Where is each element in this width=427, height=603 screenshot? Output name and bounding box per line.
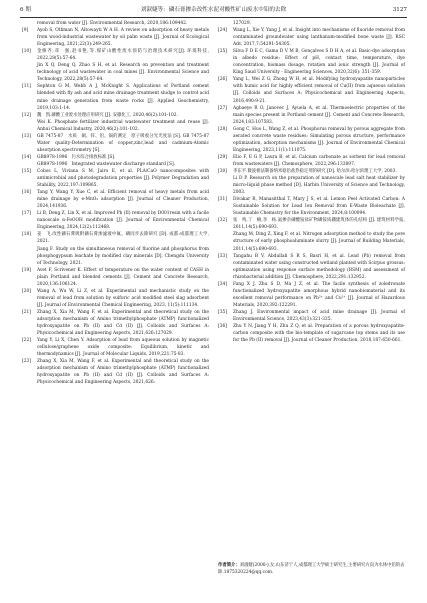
- reference-text: Agbaeye R O, Janovec J, Ayuela A, et al. Thermoelectric properties of the main species present in Portland cement [J]. Cement and Concrete Research, 2024,183:107583.: [233, 105, 405, 125]
- reference-number: [21]: [22, 309, 31, 315]
- reference-entry: [22, 288, 209, 309]
- reference-entry: [22, 62, 209, 83]
- reference-number: [29]: [218, 154, 227, 160]
- reference-text: Wang L, Xie Y, Yang J, et al. Insight into mechanisms of fluoride removal from contaminated groundwater using lanthanum-modified bone waste [J]. RSC Adv, 2017,7:54291-54305.: [233, 28, 405, 48]
- reference-text: Tang Y, Wang Y, Xue C, et al. Efficient removal of heavy metals from acid mine drainage by e-MnO₂ adsorption [J]. Journal of Cleaner Production, 2024,141936.: [37, 190, 209, 210]
- reference-number: [10]: [22, 49, 31, 55]
- reference-text: Jiang F. Study on the simultaneous removal of fluorine and phosphorus from phosphogypsum leachate by modified clay minerals [D]. Chengdu University of Technology, 2021.: [37, 246, 209, 266]
- reference-entry: [218, 217, 405, 231]
- reference-number: [17]: [22, 211, 31, 217]
- reference-text: Jin X Q, Deng Q, Zhao S H, et al. Research on prevention and treatment technology of acid wastewater in coal mines [J]. Environmental Science and Technology, 2022,28(5):57-64.: [37, 63, 209, 83]
- reference-text: Zhu Y N, Jiang Y H, Zhu Z Q, et al. Preparation of a porous hydroxyapatite-carbon composite with the bio-template of sugarcane top stems and its use for the Pb (II) removal [J]. Journal of Cleaner Production, 2018,187:650-661.: [233, 324, 405, 344]
- reference-number: [22]: [22, 338, 31, 344]
- page-header: [20, 4, 407, 16]
- reference-text: Li D P. Research on the preparation of nanoscale lead salt heat stabilizer by micro-liquid phase method [D]. Harbin University of Science and Technology, 2003.: [233, 176, 405, 196]
- reference-entry: [218, 48, 405, 76]
- reference-entry: [22, 119, 209, 133]
- reference-number: [11]: [22, 84, 31, 90]
- reference-text: 张 鸣,丁 楠,李 杨.氮掺杂磷酸铵盐矿物磷铵质硼建筑体的孔结构 [J]. 建筑材料学报, 2011,14(5):690-693.: [233, 218, 405, 231]
- reference-number: [32]: [218, 218, 227, 224]
- reference-number: [34]: [218, 281, 227, 287]
- reference-text: removal from water [J]. Environmental Research, 2020,186:109442.: [37, 21, 188, 26]
- running-title: 刘淑婕等：磷石膏掺杂改性水泥对酸性矿山废水中铅的去除: [140, 7, 287, 13]
- reference-entry: [22, 161, 209, 168]
- reference-entry: [218, 76, 405, 104]
- reference-entry: [22, 133, 214, 154]
- reference-text: Wang A, Wu W, Li Z, et al. Experimental and mechanistic study on the removal of lead from solution by sulfuric acid modified steel slag adsorbent [J]. Journal of Environmental Chemical Engineering, 2023, 11(5):111134.: [37, 288, 209, 308]
- reference-number: [9]: [22, 28, 29, 34]
- left-column-references: [22, 20, 214, 386]
- reference-number: [26]: [218, 77, 227, 83]
- right-column-references: [218, 20, 405, 344]
- reference-text: Divakar R, Manasitthal T, Mary J S, et al. Lemon Peel Activated Carbon: A Sustainable Solution for Lead Ion Removal from E-Waste Bioleachate [J]. Sustainable Chemistry for the Environment, 2024,8:100094.: [233, 197, 405, 217]
- reference-entry: [22, 231, 209, 245]
- reference-text: GB8978-1996 污水综合排放标准 [S].: [37, 154, 116, 160]
- reference-entry: [218, 231, 405, 252]
- reference-number: [27]: [218, 105, 227, 111]
- reference-text: 魏 凯.磷酸工业废水处理应用研究 [J]. 安徽化工, 2020,46(2):101-102.: [37, 112, 178, 118]
- reference-entry: [218, 323, 405, 344]
- page-number: 3127: [392, 7, 407, 13]
- reference-entry: [22, 210, 209, 231]
- reference-entry: [22, 27, 209, 48]
- reference-number: [16]: [22, 190, 31, 196]
- reference-entry: [218, 27, 405, 48]
- reference-text: Li B, Deng Z, Lin X, et al. Improved Pb (II) removal by D001resin with a facile nanoscale α-FeOOH modification [J]. Journal of Environmental Chemical Engineering, 2024,12(2):112468.: [37, 211, 209, 231]
- reference-entry: [218, 281, 405, 309]
- reference-number: [36]: [218, 324, 227, 330]
- reference-text: 李东平.微波相法制备纳米稳铅盐热稳定剂的研究 [D]. 哈尔滨:哈尔滨理工大学, 2003.: [233, 168, 397, 174]
- reference-number: [35]: [218, 309, 227, 315]
- reference-text: Fang X J, Zhu S D, Ma J Z, et al. The facile synthesis of zoledronate functionalized hydroxyapatite amorphous hybrid nanobiomaterial and its excellent removal performance on Pb²⁺ and Cu²⁺ [J]. Journal of Hazardous Materials, 2020,392:122291.: [233, 281, 405, 308]
- reference-entry: [22, 48, 209, 62]
- reference-entry: [22, 154, 209, 161]
- reference-text: 127029.: [233, 21, 251, 26]
- reference-text: Cobos L, Viviana S M, Jairo E, et al. PLA/CaO nanocomposites with antimicrobial and photodegradation properties [J]. Polymer Degradation and Stability, 2022,197:109865.: [37, 168, 209, 189]
- reference-entry: [218, 105, 405, 126]
- reference-entry: [22, 358, 209, 386]
- reference-text: Ayob S, Othman N, Altowayti W A H. A review on adsorption of heavy metals from wood-industrial wastewater by oil palm waste [J]. Journal of Ecological Engineering, 2021,22(3):249-265.: [37, 28, 209, 48]
- reference-entry: [22, 83, 209, 111]
- reference-text: 姜 飞.改性磷石膏吸附磷石膏渗滤液中氟、磷同步去除研究 [D]. 成都:成都理工大学, 2021.: [37, 232, 209, 245]
- reference-number: [30]: [218, 168, 227, 174]
- reference-entry: [218, 126, 405, 154]
- reference-text: Zhang M, Ding Z, Xing F, et al. Nitrogen adsorption method to study the pore structure of early phosphoaluminate slurry [J]. Journal of Building Materials, 2011,14(5):690-693.: [233, 232, 405, 252]
- reference-entry: [218, 168, 405, 175]
- reference-number: [20]: [22, 288, 31, 294]
- reference-number: [13]: [22, 133, 31, 139]
- reference-text: Sephton G M, Webb A J, McKnight S. Applications of Portland cement blended with fly ash and acid mine drainage treatment sludge to control acid mine drainage generation from waste rocks [J]. Applied Geochemistry, 2019,103:1-14.: [37, 84, 209, 111]
- reference-text: Tangahu B V, Abdullah S R S, Basri H, et al. Lead (Pb) removal from contaminated water using constructed wetland planted with Scirpus grossus: optimization using response surface methodology (RSM) and assessment of rhizobacterial addition [J]. Chemosphere, 2022,291:132952.: [233, 253, 405, 280]
- reference-entry: [218, 196, 405, 217]
- author-bio-label: 作者简介：: [218, 563, 240, 568]
- reference-number: [19]: [22, 267, 31, 273]
- reference-text: Gong C, Huo L, Wang Z, et al. Phosphorus removal by porous aggregate from aerated concrete waste residues: Simulating porous structure, performance optimization, adsorption mechanisms [J]. Journal of Environmental Chemical Engineering, 2023,11(1):111075.: [233, 126, 405, 153]
- reference-entry: [22, 309, 209, 337]
- reference-number: [31]: [218, 197, 227, 203]
- reference-text: Zhang X, Xia M, Wang F, et al. Experimental and theoretical study on the adsorption mechanism of Amino trimethylphosphate (ATMP) functionalized hydroxyapatite on Pb (II) and Cd (II) [J]. Colloids and Surfaces A: Physicochemical and Engineering Aspects, 2021,626:: [37, 359, 209, 386]
- reference-entry: [22, 20, 209, 27]
- reference-text: Yang L, Wei Z G, Zhong W H, et al. Modifying hydroxyapatite nanoparticles with humic acid for highly efficient removal of Cu(II) from aqueous solution [J]. Colloids and Surfaces A: Physicochemical and Engineering Aspects, 2016,490:9-21.: [233, 77, 405, 104]
- reference-entry: [22, 189, 209, 210]
- reference-text: GB8978-1996 Integrated wastewater discharge standard [S].: [37, 161, 176, 167]
- reference-number: [24]: [218, 28, 227, 34]
- reference-entry: [218, 253, 405, 281]
- reference-text: Yang Y, Li X, Chen Y. Adsorption of lead from aqueous solution by magnetic cellulose/graphene oxide composite: Equilibrium, kinetic and thermodynamics [J]. Journal of Molecular Liquids, 2019,221:75-83.: [37, 338, 209, 358]
- reference-number: [18]: [22, 232, 31, 238]
- reference-text: 金修齐,邓 强,赵书艳,等.煤矿山酸性废水预防与治理技术研究[J]. 环境科技, 2022,28(5):57-64.: [37, 49, 209, 62]
- reference-text: Avet F, Scrivener K. Effect of temperature on the water content of CASH in plain Portland and blended cements [J]. Cement and Concrete Research, 2020,136:106124.: [37, 267, 209, 287]
- reference-entry: [218, 309, 405, 323]
- reference-entry: [22, 168, 209, 189]
- reference-text: Zhang J. Environmental impact of acid mine drainage [J]. Journal of Environmental Science, 2023,43(3):321-335.: [233, 309, 405, 322]
- reference-text: Zhang X, Xia M, Wang F, et al. Experimental and theoretical study on the adsorption mechanism of Amino trimethylphosphate (ATMP) functionalized hydroxyapatite on Pb (II) and Cd (II) [J]. Colloids and Surfaces A: Physicochemical and Engineering Aspects, 2021,626:127029.: [37, 309, 209, 337]
- reference-number: [15]: [22, 168, 31, 174]
- reference-number: [12]: [22, 112, 31, 118]
- issue-number: 6 期: [20, 7, 31, 13]
- reference-entry: [22, 337, 209, 358]
- reference-entry: [218, 154, 405, 168]
- header-rule: [20, 17, 407, 18]
- reference-text: Wei K. Phosphate fertilizer industrial wastewater treatment and reuse [J]. Anhui Chemical Industry, 2020,46(2):101-102.: [37, 119, 209, 132]
- reference-number: [14]: [22, 154, 31, 160]
- reference-number: [33]: [218, 253, 227, 259]
- reference-number: [25]: [218, 49, 227, 55]
- reference-number: [23]: [22, 359, 31, 365]
- author-bio: [218, 562, 405, 576]
- reference-text: Elio F, E G P, Laura B, et al. Calcium carbonate as sorbent for lead removal from wastewaters [J]. Chemosphere, 2022,296:133897.: [233, 154, 405, 167]
- author-bio-text: 刘淑婕(2000-),女,山东济宁人,成都理工大学硕士研究生,主要研究方向为水体中铅的去除.1875320224@qq.com.: [218, 563, 405, 575]
- reference-number: [28]: [218, 126, 227, 132]
- reference-entry: [22, 267, 209, 288]
- reference-entry: [22, 246, 209, 267]
- reference-entry: [218, 175, 405, 196]
- reference-text: GB 7475-87 水质 铜、锌、铅、镉的测定 原子吸收分光光度法 [S]. GB 7475-87 Water quality-Determination of copper,zinc,lead and cadmium-Atomic absorption spectrometry [S].: [37, 133, 214, 153]
- reference-entry: [218, 20, 405, 27]
- reference-entry: [22, 112, 209, 119]
- reference-text: Silva F D E C, Gama D V M B, Gonçalves S D H A, et al. Basic-dye adsorption in albedo residue: Effect of pH, contact time, temperature, dye concentration, biomass dosage, rotation and ionic strength [J]. Journal of King Saud University - Engineering Sciences, 2020,32(6): 351-359.: [233, 49, 405, 76]
